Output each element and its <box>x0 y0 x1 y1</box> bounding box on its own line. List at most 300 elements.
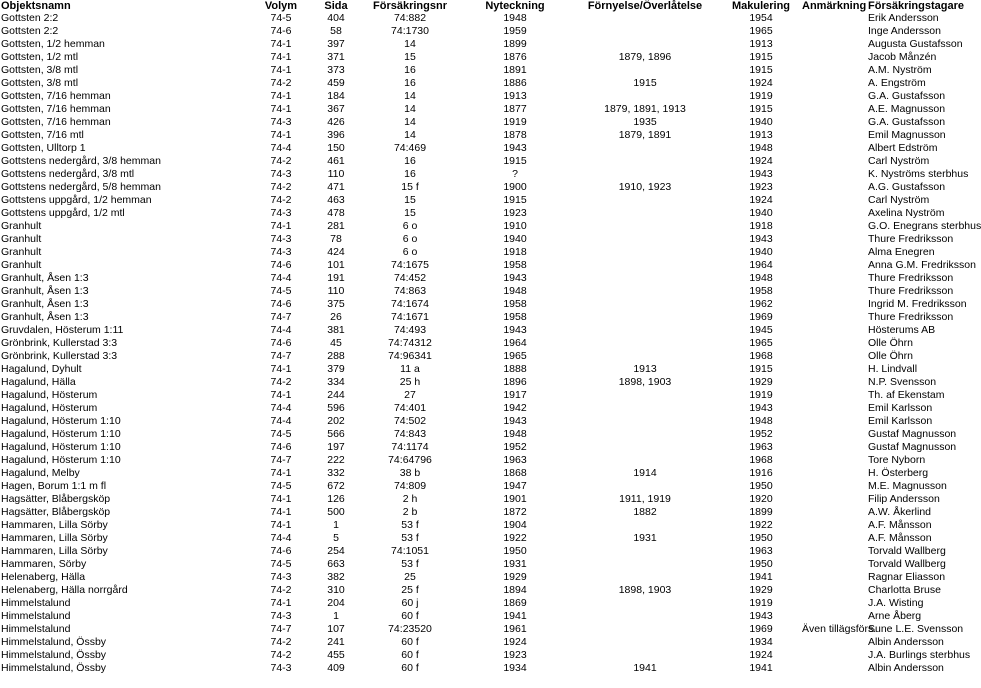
cell-makulering: 1945 <box>720 324 802 337</box>
cell-fornyelse <box>570 441 720 454</box>
cell-objektsnamn: Himmelstalund <box>1 623 71 635</box>
cell-forsakringsnr: 14 <box>360 90 460 103</box>
cell-fornyelse <box>570 142 720 155</box>
cell-anmarkning <box>802 272 866 285</box>
cell-nyteckning: 1941 <box>460 610 570 623</box>
table-row <box>0 116 960 129</box>
cell-fornyelse <box>570 545 720 558</box>
cell-anmarkning <box>802 259 866 272</box>
cell-makulering: 1924 <box>749 77 773 89</box>
cell-forsakringsnr: 60 j <box>401 597 419 609</box>
cell-forsakringstagare: J.A. Wisting <box>868 597 924 609</box>
cell-makulering: 1943 <box>720 402 802 415</box>
cell-fornyelse <box>570 298 720 311</box>
cell-makulering: 1943 <box>720 168 802 181</box>
cell-nyteckning: 1915 <box>503 155 527 167</box>
table-row <box>0 636 960 649</box>
cell-forsakringstagare: Ragnar Eliasson <box>868 571 946 583</box>
cell-objektsnamn: Hammaren, Sörby <box>0 558 250 571</box>
table-row <box>0 623 960 636</box>
cell-objektsnamn: Grönbrink, Kullerstad 3:3 <box>1 337 118 349</box>
cell-anmarkning <box>802 350 866 363</box>
cell-makulering: 1915 <box>720 64 802 77</box>
cell-fornyelse: 1915 <box>633 77 657 89</box>
cell-forsakringsnr: 16 <box>404 155 416 167</box>
cell-makulering: 1940 <box>720 116 802 129</box>
cell-makulering: 1941 <box>720 662 802 675</box>
cell-forsakringstagare: G.A. Gustafsson <box>866 116 960 129</box>
table-row <box>0 12 960 25</box>
cell-forsakringstagare: Olle Öhrn <box>868 337 913 349</box>
cell-volym: 74-2 <box>250 584 312 597</box>
cell-forsakringsnr: 74:96341 <box>360 350 460 363</box>
cell-volym: 74-1 <box>250 506 312 519</box>
cell-volym: 74-5 <box>250 480 312 493</box>
cell-nyteckning: 1891 <box>460 64 570 77</box>
cell-forsakringsnr: 11 a <box>400 363 420 375</box>
cell-volym: 74-1 <box>270 519 292 531</box>
cell-volym: 74-1 <box>270 103 292 115</box>
cell-anmarkning <box>802 584 866 597</box>
table-row <box>0 597 960 610</box>
cell-forsakringstagare: A.W. Åkerlind <box>866 506 960 519</box>
cell-nyteckning: 1900 <box>503 181 527 193</box>
cell-sida: 500 <box>312 506 360 519</box>
header-row <box>0 0 960 12</box>
cell-forsakringstagare: Ingrid M. Fredriksson <box>868 298 967 310</box>
cell-fornyelse: 1941 <box>570 662 720 675</box>
cell-volym: 74-3 <box>270 571 292 583</box>
cell-volym: 74-6 <box>270 545 292 557</box>
cell-fornyelse <box>570 207 720 220</box>
cell-makulering: 1963 <box>749 545 773 557</box>
cell-anmarkning <box>802 493 866 506</box>
cell-forsakringsnr: 74:64796 <box>360 454 460 467</box>
cell-fornyelse <box>570 194 720 207</box>
cell-sida: 1 <box>333 519 339 531</box>
cell-makulering: 1948 <box>720 272 802 285</box>
cell-anmarkning <box>802 558 866 571</box>
cell-objektsnamn: Gottsten, 7/16 mtl <box>1 129 84 141</box>
cell-anmarkning <box>802 402 866 415</box>
cell-forsakringsnr: 74:1674 <box>360 298 460 311</box>
cell-sida: 222 <box>312 454 360 467</box>
cell-anmarkning <box>802 12 866 25</box>
cell-sida: 379 <box>327 363 345 375</box>
cell-anmarkning <box>802 649 866 662</box>
cell-sida: 566 <box>312 428 360 441</box>
table-row <box>0 571 960 584</box>
cell-makulering: 1899 <box>720 506 802 519</box>
cell-objektsnamn: Hagalund, Dyhult <box>1 363 82 375</box>
cell-sida: 332 <box>327 467 345 479</box>
cell-volym: 74-7 <box>250 350 312 363</box>
cell-anmarkning <box>802 233 866 246</box>
column-header-fornyelse: Förnyelse/Överlåtelse <box>587 0 703 12</box>
cell-makulering: 1924 <box>749 649 773 661</box>
cell-forsakringsnr: 74:1730 <box>391 25 429 37</box>
cell-forsakringstagare: Erik Andersson <box>866 12 960 25</box>
cell-fornyelse <box>570 259 720 272</box>
cell-sida: 478 <box>327 207 345 219</box>
cell-forsakringsnr: 74:493 <box>360 324 460 337</box>
table-row <box>0 90 960 103</box>
cell-volym: 74-6 <box>270 259 292 271</box>
cell-fornyelse <box>570 64 720 77</box>
cell-makulering: 1918 <box>720 220 802 233</box>
cell-nyteckning: 1943 <box>460 324 570 337</box>
cell-anmarkning <box>802 610 866 623</box>
cell-forsakringstagare: M.E. Magnusson <box>866 480 960 493</box>
cell-forsakringstagare: Thure Fredriksson <box>868 285 954 297</box>
table-row <box>0 64 960 77</box>
cell-fornyelse: 1879, 1891 <box>618 129 672 141</box>
cell-fornyelse: 1935 <box>570 116 720 129</box>
cell-makulering: 1968 <box>720 350 802 363</box>
table-row <box>0 532 960 545</box>
cell-sida: 310 <box>312 584 360 597</box>
cell-forsakringsnr: 6 o <box>402 233 418 245</box>
cell-anmarkning <box>802 467 866 480</box>
cell-makulering: 1929 <box>720 584 802 597</box>
table-row <box>0 337 960 350</box>
cell-anmarkning <box>802 506 866 519</box>
cell-anmarkning <box>802 77 866 90</box>
cell-nyteckning: 1943 <box>460 272 570 285</box>
cell-forsakringsnr: 74:23520 <box>388 623 432 635</box>
cell-volym: 74-1 <box>250 90 312 103</box>
cell-forsakringstagare: Gustaf Magnusson <box>866 428 960 441</box>
cell-nyteckning: 1910 <box>460 220 570 233</box>
cell-objektsnamn: Hagalund, Hösterum 1:10 <box>1 415 121 427</box>
cell-nyteckning: 1958 <box>503 259 527 271</box>
cell-sida: 375 <box>312 298 360 311</box>
cell-forsakringstagare: Albin Andersson <box>866 662 960 675</box>
cell-forsakringsnr: 6 o <box>360 246 460 259</box>
cell-fornyelse: 1898, 1903 <box>570 584 720 597</box>
cell-objektsnamn: Helenaberg, Hälla norrgård <box>0 584 250 597</box>
cell-makulering: 1920 <box>749 493 773 505</box>
cell-objektsnamn: Gottstens uppgård, 1/2 hemman <box>0 194 250 207</box>
cell-nyteckning: 1948 <box>460 428 570 441</box>
cell-volym: 74-3 <box>250 662 312 675</box>
cell-forsakringstagare: Albin Andersson <box>866 636 960 649</box>
cell-fornyelse <box>570 623 720 636</box>
table-row <box>0 506 960 519</box>
cell-sida: 110 <box>312 168 360 181</box>
cell-sida: 461 <box>327 155 345 167</box>
cell-fornyelse <box>570 324 720 337</box>
column-header-anmarkning: Anmärkning <box>802 0 867 12</box>
cell-anmarkning <box>802 571 866 584</box>
cell-sida: 241 <box>312 636 360 649</box>
cell-nyteckning: 1899 <box>460 38 570 51</box>
cell-fornyelse <box>570 558 720 571</box>
cell-objektsnamn: Gottsten, Ulltorp 1 <box>0 142 250 155</box>
cell-anmarkning <box>802 51 866 64</box>
cell-anmarkning <box>802 116 866 129</box>
cell-nyteckning: 1888 <box>503 363 527 375</box>
cell-volym: 74-6 <box>270 441 292 453</box>
cell-nyteckning: 1922 <box>460 532 570 545</box>
cell-objektsnamn: Hagsätter, Blåbergsköp <box>0 506 250 519</box>
cell-sida: 373 <box>312 64 360 77</box>
cell-makulering: 1964 <box>749 259 773 271</box>
cell-forsakringstagare: Thure Fredriksson <box>868 311 954 323</box>
table-row <box>0 649 960 662</box>
cell-anmarkning <box>802 441 866 454</box>
cell-objektsnamn: Hammaren, Lilla Sörby <box>0 532 250 545</box>
cell-nyteckning: 1952 <box>503 441 527 453</box>
table-row <box>0 493 960 506</box>
cell-volym: 74-6 <box>270 25 292 37</box>
column-header-forsakringstagare: Försäkringstagare <box>868 0 964 12</box>
cell-nyteckning: 1868 <box>503 467 527 479</box>
cell-objektsnamn: Gottsten 2:2 <box>0 12 250 25</box>
cell-forsakringsnr: 14 <box>404 129 416 141</box>
cell-sida: 367 <box>327 103 345 115</box>
cell-objektsnamn: Himmelstalund, Össby <box>0 636 250 649</box>
cell-objektsnamn: Granhult, Åsen 1:3 <box>1 285 89 297</box>
cell-anmarkning <box>802 129 866 142</box>
cell-forsakringsnr: 16 <box>404 77 416 89</box>
cell-objektsnamn: Hagalund, Hösterum <box>1 389 98 401</box>
cell-forsakringstagare: Tore Nyborn <box>866 454 960 467</box>
cell-forsakringstagare: A. Engström <box>868 77 926 89</box>
cell-forsakringstagare: Arne Åberg <box>866 610 960 623</box>
cell-forsakringstagare: Th. af Ekenstam <box>868 389 945 401</box>
column-header-sida: Sida <box>324 0 348 12</box>
cell-sida: 381 <box>312 324 360 337</box>
cell-sida: 126 <box>327 493 345 505</box>
cell-fornyelse <box>570 220 720 233</box>
cell-forsakringsnr: 16 <box>360 168 460 181</box>
cell-forsakringsnr: 25 h <box>360 376 460 389</box>
cell-makulering: 1954 <box>720 12 802 25</box>
table-row <box>0 25 960 38</box>
cell-fornyelse <box>570 233 720 246</box>
cell-fornyelse: 1914 <box>633 467 657 479</box>
cell-objektsnamn: Gottstens nedergård, 3/8 mtl <box>0 168 250 181</box>
cell-nyteckning: 1934 <box>460 662 570 675</box>
cell-volym: 74-3 <box>250 246 312 259</box>
cell-volym: 74-3 <box>250 116 312 129</box>
cell-anmarkning: Även tillägsförs. <box>802 623 877 635</box>
cell-forsakringsnr: 74:401 <box>360 402 460 415</box>
cell-volym: 74-2 <box>250 636 312 649</box>
cell-makulering: 1940 <box>749 207 773 219</box>
cell-volym: 74-2 <box>270 155 292 167</box>
table-row <box>0 285 960 298</box>
table-row <box>0 103 960 116</box>
cell-objektsnamn: Himmelstalund <box>1 597 71 609</box>
cell-sida: 244 <box>327 389 345 401</box>
cell-forsakringsnr: 2 h <box>402 493 418 505</box>
cell-makulering: 1929 <box>720 376 802 389</box>
cell-forsakringsnr: 25 f <box>360 584 460 597</box>
cell-fornyelse <box>570 168 720 181</box>
column-header-volym: Volym <box>264 0 298 12</box>
cell-forsakringstagare: N.P. Svensson <box>866 376 960 389</box>
cell-sida: 463 <box>312 194 360 207</box>
cell-sida: 404 <box>312 12 360 25</box>
cell-objektsnamn: Gottsten, 3/8 mtl <box>0 64 250 77</box>
cell-sida: 288 <box>312 350 360 363</box>
table-row <box>0 350 960 363</box>
cell-fornyelse: 1879, 1891, 1913 <box>604 103 686 115</box>
cell-sida: 1 <box>312 610 360 623</box>
cell-volym: 74-4 <box>250 324 312 337</box>
cell-volym: 74-4 <box>250 532 312 545</box>
cell-fornyelse <box>570 636 720 649</box>
cell-forsakringstagare: J.A. Burlings sterbhus <box>868 649 971 661</box>
table-row <box>0 402 960 415</box>
cell-nyteckning: 1924 <box>460 636 570 649</box>
cell-forsakringstagare: Inge Andersson <box>868 25 941 37</box>
cell-volym: 74-1 <box>270 129 292 141</box>
cell-nyteckning: 1904 <box>503 519 527 531</box>
cell-objektsnamn: Gottsten, 7/16 hemman <box>1 103 111 115</box>
table-row <box>0 272 960 285</box>
cell-objektsnamn: Gottsten, 1/2 mtl <box>1 51 79 63</box>
cell-forsakringsnr: 6 o <box>360 220 460 233</box>
cell-forsakringsnr: 74:863 <box>393 285 427 297</box>
cell-volym: 74-4 <box>250 402 312 415</box>
cell-volym: 74-4 <box>250 272 312 285</box>
cell-makulering: 1941 <box>749 571 773 583</box>
cell-sida: 596 <box>312 402 360 415</box>
cell-anmarkning <box>802 363 866 376</box>
cell-forsakringsnr: 14 <box>404 103 416 115</box>
table-row <box>0 428 960 441</box>
cell-fornyelse <box>570 480 720 493</box>
cell-forsakringsnr: 53 f <box>360 558 460 571</box>
cell-volym: 74-3 <box>270 207 292 219</box>
cell-objektsnamn: Granhult <box>1 259 42 271</box>
cell-objektsnamn: Gottsten, 1/2 hemman <box>0 38 250 51</box>
cell-volym: 74-2 <box>270 181 292 193</box>
cell-fornyelse <box>570 350 720 363</box>
table-row <box>0 181 960 194</box>
cell-volym: 74-2 <box>250 376 312 389</box>
cell-sida: 78 <box>330 233 342 245</box>
cell-objektsnamn: Hagalund, Melby <box>1 467 80 479</box>
cell-nyteckning: ? <box>460 168 570 181</box>
cell-sida: 459 <box>327 77 345 89</box>
cell-anmarkning <box>802 428 866 441</box>
cell-nyteckning: 1958 <box>503 311 527 323</box>
cell-anmarkning <box>802 662 866 675</box>
table-row <box>0 363 960 376</box>
cell-volym: 74-6 <box>250 298 312 311</box>
cell-anmarkning <box>802 194 866 207</box>
table-row <box>0 38 960 51</box>
cell-makulering: 1950 <box>720 532 802 545</box>
cell-fornyelse: 1931 <box>570 532 720 545</box>
cell-forsakringstagare: G.A. Gustafsson <box>866 90 960 103</box>
cell-nyteckning: 1964 <box>503 337 527 349</box>
cell-volym: 74-1 <box>270 597 292 609</box>
table-body <box>0 12 981 675</box>
table-row <box>0 298 960 311</box>
cell-anmarkning <box>802 337 866 350</box>
table-row <box>0 194 960 207</box>
table-row <box>0 389 960 402</box>
cell-fornyelse <box>570 597 720 610</box>
cell-nyteckning: 1958 <box>460 298 570 311</box>
table-row <box>0 441 960 454</box>
table-row <box>0 233 960 246</box>
column-header-objektsnamn: Objektsnamn <box>1 0 71 12</box>
cell-anmarkning <box>802 597 866 610</box>
cell-forsakringstagare: K. Nyströms sterbhus <box>868 168 969 180</box>
cell-forsakringstagare: Thure Fredriksson <box>868 233 954 245</box>
cell-makulering: 1913 <box>749 129 773 141</box>
table-row <box>0 51 960 64</box>
cell-nyteckning: 1923 <box>503 649 527 661</box>
cell-volym: 74-3 <box>250 168 312 181</box>
cell-fornyelse: 1910, 1923 <box>618 181 672 193</box>
cell-sida: 202 <box>327 415 345 427</box>
cell-nyteckning: 1943 <box>460 142 570 155</box>
cell-nyteckning: 1961 <box>503 623 527 635</box>
cell-forsakringsnr: 74:469 <box>360 142 460 155</box>
cell-nyteckning: 1965 <box>460 350 570 363</box>
cell-anmarkning <box>802 168 866 181</box>
cell-objektsnamn: Gottsten, 3/8 mtl <box>1 77 79 89</box>
cell-nyteckning: 1869 <box>503 597 527 609</box>
cell-anmarkning <box>802 207 866 220</box>
cell-sida: 663 <box>312 558 360 571</box>
cell-nyteckning: 1877 <box>503 103 527 115</box>
cell-fornyelse <box>570 246 720 259</box>
cell-fornyelse <box>570 25 720 38</box>
cell-nyteckning: 1894 <box>460 584 570 597</box>
cell-fornyelse <box>570 402 720 415</box>
cell-fornyelse: 1882 <box>570 506 720 519</box>
cell-sida: 254 <box>327 545 345 557</box>
cell-volym: 74-1 <box>270 363 292 375</box>
cell-fornyelse <box>570 454 720 467</box>
cell-makulering: 1965 <box>749 337 773 349</box>
table-row <box>0 415 960 428</box>
cell-sida: 471 <box>327 181 345 193</box>
cell-forsakringsnr: 74:1675 <box>391 259 429 271</box>
table-row <box>0 259 960 272</box>
cell-fornyelse <box>570 90 720 103</box>
cell-makulering: 1924 <box>720 194 802 207</box>
cell-forsakringsnr: 25 <box>404 571 416 583</box>
cell-volym: 74-3 <box>270 233 292 245</box>
cell-makulering: 1916 <box>749 467 773 479</box>
cell-forsakringstagare: Gustaf Magnusson <box>868 441 957 453</box>
cell-nyteckning: 1963 <box>460 454 570 467</box>
cell-objektsnamn: Himmelstalund, Össby <box>1 649 107 661</box>
cell-nyteckning: 1943 <box>503 415 527 427</box>
cell-nyteckning: 1886 <box>503 77 527 89</box>
cell-forsakringsnr: 74:502 <box>393 415 427 427</box>
table-row <box>0 454 960 467</box>
cell-makulering: 1952 <box>720 428 802 441</box>
cell-objektsnamn: Gottsten, 7/16 hemman <box>0 116 250 129</box>
cell-sida: 184 <box>312 90 360 103</box>
cell-forsakringsnr: 74:882 <box>360 12 460 25</box>
cell-sida: 426 <box>312 116 360 129</box>
cell-forsakringstagare: Emil Magnusson <box>868 129 946 141</box>
cell-anmarkning <box>802 220 866 233</box>
cell-volym: 74-1 <box>250 38 312 51</box>
cell-nyteckning: 1948 <box>503 285 527 297</box>
